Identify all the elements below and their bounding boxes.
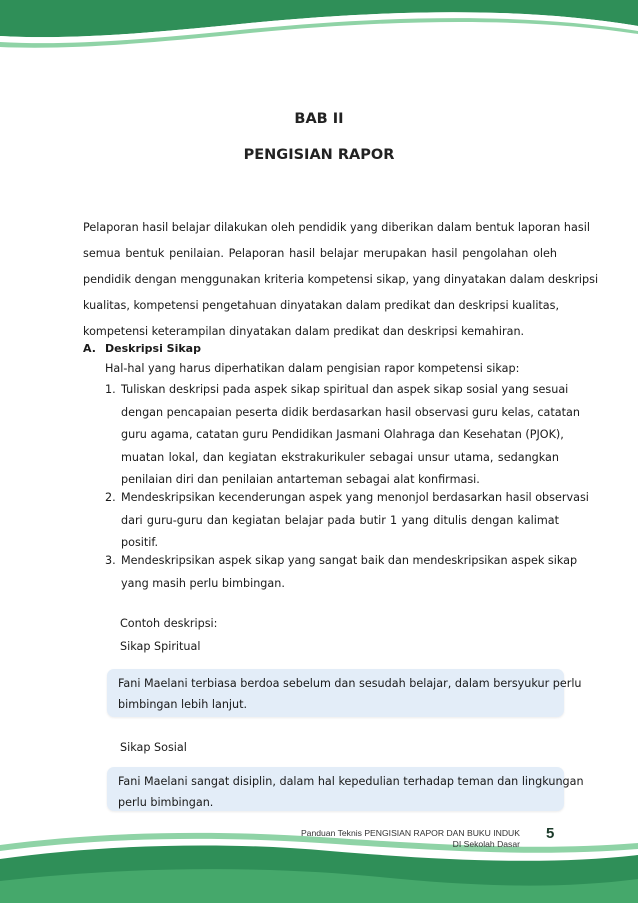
example-line: Fani Maelani sangat disiplin, dalam hal kepedulian terhadap teman dan lingkungan — [118, 775, 584, 788]
intro-paragraph — [83, 215, 599, 345]
intro-line: semua bentuk penilaian. Pelaporan hasil belajar merupakan hasil pengolahan oleh — [83, 247, 557, 260]
list-item-line: Mendeskripsikan kecenderungan aspek yang menonjol berdasarkan hasil observasi — [121, 491, 589, 504]
social-heading: Sikap Sosial — [120, 741, 187, 754]
list-item-number: 1. — [105, 383, 116, 396]
footer-line: DI Sekolah Dasar — [452, 839, 520, 849]
intro-line: kompetensi keterampilan dinyatakan dalam predikat dan deskripsi kemahiran. — [83, 325, 525, 338]
list-item-line: positif. — [121, 536, 159, 549]
example-line: perlu bimbingan. — [118, 796, 214, 809]
footer-line: Panduan Teknis PENGISIAN RAPOR DAN BUKU INDUK — [300, 828, 520, 838]
list-item-line: dari guru-guru dan kegiatan belajar pada butir 1 yang ditulis dengan kalimat — [121, 513, 559, 527]
list-item-line: yang masih perlu bimbingan. — [121, 576, 285, 590]
section-letter: A. — [83, 342, 96, 355]
list-item-number: 2. — [105, 491, 116, 504]
list-item-number: 3. — [105, 554, 116, 567]
footer-text — [301, 828, 520, 850]
section-title: Deskripsi Sikap — [105, 342, 201, 355]
chapter-title: PENGISIAN RAPOR — [243, 147, 395, 163]
spiritual-heading: Sikap Spiritual — [120, 640, 201, 653]
list-item-line: Mendeskripsikan aspek sikap yang sangat baik dan mendeskripsikan aspek sikap — [121, 554, 578, 567]
section-lead: Hal-hal yang harus diperhatikan dalam pengisian rapor kompetensi sikap: — [105, 362, 520, 375]
example-line: bimbingan lebih lanjut. — [118, 698, 248, 711]
list-item-line: Tuliskan deskripsi pada aspek sikap spiritual dan aspek sikap sosial yang sesuai — [121, 383, 569, 396]
example-label: Contoh deskripsi: — [120, 617, 218, 630]
intro-line: Pelaporan hasil belajar dilakukan oleh pendidik yang diberikan dalam bentuk laporan hasil — [83, 221, 590, 234]
intro-line: pendidik dengan menggunakan kriteria kompetensi sikap, yang dinyatakan dalam deskripsi — [83, 273, 599, 286]
list-item-line: guru agama, catatan guru Pendidikan Jasmani Olahraga dan Kesehatan (PJOK), — [121, 428, 564, 441]
list-item-line: dengan pencapaian peserta didik berdasarkan hasil observasi guru kelas, catatan — [121, 405, 580, 419]
page-number: 5 — [546, 825, 555, 842]
intro-line: kualitas, kompetensi pengetahuan dinyatakan dalam predikat dan deskripsi kualitas, — [83, 299, 560, 312]
spiritual-example-box — [107, 669, 582, 717]
top-wave-decoration — [0, 0, 638, 80]
list-item-line: muatan lokal, dan kegiatan ekstrakurikuler sebagai unsur utama, sedangkan — [121, 450, 559, 464]
example-line: Fani Maelani terbiasa berdoa sebelum dan sesudah belajar, dalam bersyukur perlu — [118, 677, 582, 690]
section-heading — [83, 342, 201, 355]
chapter-heading: BAB II — [294, 111, 344, 127]
list-item-line: penilaian diri dan penilaian antarteman sebagai alat konfirmasi. — [121, 473, 480, 486]
